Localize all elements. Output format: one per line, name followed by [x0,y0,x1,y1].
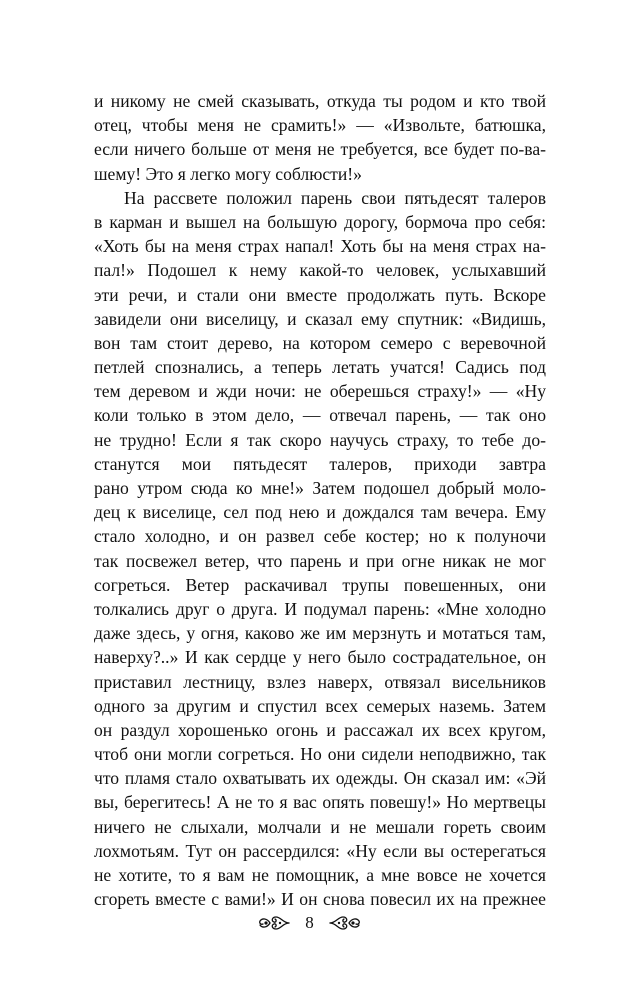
text-line-paragraph-end: шему! Это я легко могу соблюсти!» [94,163,362,184]
text-line: эти речи, и стали они вместе продолжать путь. Вскоре [94,284,546,305]
text-line: не хотите, то я вам не помощник, а мне вовсе не хочется [94,865,546,885]
text-line-paragraph-start: На рассвете положил парень свои пятьдесят талеров [124,187,546,208]
text-line: одного за другим и спустил всех семерых наземь. Затем [94,695,546,716]
text-line: даже здесь, у огня, каково же им мерзнуть и мотаться там, [94,623,546,644]
text-line: так посвежел ветер, что парень и при огне никак не мог [94,550,546,571]
text-line: петлей спознались, а теперь летать учатся! Садись под [94,357,546,378]
text-line: и никому не смей сказывать, откуда ты родом и кто твой [94,91,546,111]
text-line: приставил лестницу, взлез наверх, отвязал висельников [94,671,546,692]
text-line: не трудно! Если я так скоро научусь страху, то тебе до- [94,429,546,450]
text-line: если ничего больше от меня не требуется, все будет по-ва- [94,139,546,160]
text-line: он раздул хорошенько огонь и рассажал их всех кругом, [94,719,546,740]
text-line: вы, берегитесь! А не то я вас опять повешу!» Но мертвецы [94,792,546,813]
text-line: наверху?..» И как сердце у него было сострадательное, он [94,647,546,668]
text-line: «Хоть бы на меня страх напал! Хоть бы на меня страх на- [94,236,546,257]
text-line: отец, чтобы меня не срамить!» — «Извольте, батюшка, [94,115,546,136]
page-footer [0,910,619,936]
text-line: коли только в этом дело, — отвечал парень, — так оно [94,405,546,426]
body-text [94,89,546,911]
flourish-ornament-icon [328,912,362,934]
text-line: дец к виселице, сел под нею и дождался там вечера. Ему [94,502,546,523]
text-line: вон там стоит дерево, на котором семеро с веревочной [94,332,546,353]
text-line: тем деревом и жди ночи: не оберешься страху!» — «Ну [94,381,546,402]
text-line: что пламя стало охватывать их одежды. Он сказал им: «Эй [94,768,546,789]
text-line: завидели они виселицу, и сказал ему спутник: «Видишь, [94,308,546,329]
text-line: станутся мои пятьдесят талеров, приходи завтра [94,453,546,474]
text-line: стало холодно, и он развел себе костер; но к полуночи [94,526,546,547]
text-line: толкались друг о друга. И подумал парень: «Мне холодно [94,598,546,619]
text-line: в карман и вышел на большую дорогу, бормоча про себя: [94,211,546,232]
text-line: пал!» Подошел к нему какой-то человек, услыхавший [94,260,546,281]
text-line: сгореть вместе с вами!» И он снова повесил их на прежнее [94,889,546,910]
flourish-ornament-icon [257,912,291,934]
text-line: согреться. Ветер раскачивал трупы повешенных, они [94,574,546,595]
text-line: лохмотьям. Тут он рассердился: «Ну если вы остерегаться [94,840,546,861]
text-line: чтоб они могли согреться. Но они сидели неподвижно, так [94,744,546,765]
page-number: 8 [305,913,314,932]
text-line: ничего не слыхали, молчали и не мешали гореть своим [94,816,546,837]
text-line: рано утром сюда ко мне!» Затем подошел добрый моло- [94,478,546,498]
